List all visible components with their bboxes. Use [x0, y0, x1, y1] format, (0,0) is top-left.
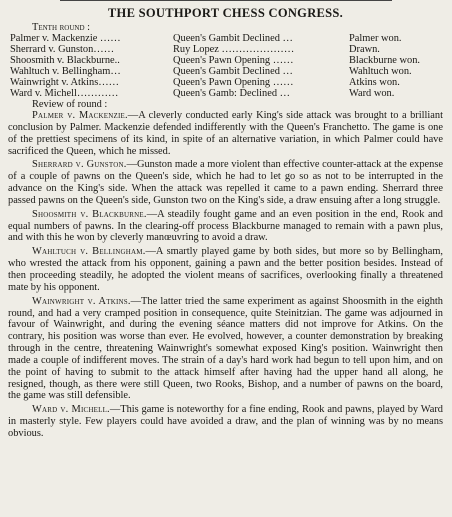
- result-opening: Queen's Gamb: Declined …: [173, 88, 291, 99]
- result-opening: Queen's Gambit Declined …: [173, 66, 293, 77]
- review-heading: Review of round :: [32, 99, 108, 110]
- result-match: Wainwright v. Atkins……: [10, 77, 120, 88]
- result-row: [10, 55, 420, 66]
- result-match: Sherrard v. Gunston……: [10, 44, 115, 55]
- result-row: [10, 66, 420, 77]
- result-row: [10, 77, 420, 88]
- result-opening: Queen's Gambit Declined …: [173, 33, 293, 44]
- result-match: Shoosmith v. Blackburne..: [10, 55, 120, 66]
- review-lead: Shoosmith v. Blackburne.: [32, 208, 147, 220]
- review-paragraph: [8, 404, 443, 440]
- result-opening: Ruy Lopez …………………: [173, 44, 295, 55]
- result-row: [10, 44, 420, 55]
- result-row: [10, 88, 420, 99]
- review-lead: Sherrard v. Gunston.: [32, 159, 127, 171]
- result-match: Ward v. Michell…………: [10, 88, 119, 99]
- review-paragraph: [8, 159, 443, 206]
- result-result: Drawn.: [349, 44, 380, 55]
- review-text: —A smartly played game by both sides, but more so by Bellingham, who wrested the attack from his opponent, gaining a pawn and the better position besides. Instead of then proceeding steadily, he adopted the violent means of sacrifices, overlooking finally a threatened mate by his opponent.: [8, 246, 444, 293]
- review-paragraph: [8, 296, 443, 403]
- review-text: —A steadily fought game and an even position in the end, Rook and equal numbers of pawns. In the clearing-off process Blackburne managed to remain with a pawn plus, and with this he won by cleverly manœuvring to avoid a draw.: [8, 208, 444, 244]
- review-lead: Ward v. Michell.: [32, 404, 110, 416]
- review-paragraph: [8, 209, 443, 245]
- title-rule: [60, 0, 392, 1]
- result-opening: Queen's Pawn Opening ……: [173, 55, 294, 66]
- result-row: [10, 33, 420, 44]
- reviews-section: [8, 110, 443, 440]
- review-lead: Wainwright v. Atkins.: [32, 295, 131, 307]
- review-text: —Gunston made a more violent than effective counter-attack at the expense of a couple of pawns on the Queen's side, which he had to let go so as not to be interrupted in the advance on the King's side. When the attack was repelled it came to a pawn ending. Sherrard three passed pawns on the Queen's side, Gunston two on the King's side, a draw ensuing after a long struggle.: [8, 159, 443, 206]
- review-lead: Wahltuch v. Bellingham.: [32, 246, 146, 258]
- results-table: [10, 33, 420, 99]
- round-heading: Tenth round :: [32, 22, 90, 33]
- review-text: —A cleverly conducted early King's side attack was brought to a brilliant conclusion by Palmer. Mackenzie defended indifferently with the Queen's Franchetto. The game is one of the prettiest specimens of its kind, in spite of an alternative variation, in which Palmer could have sacrificed the Queen, which he missed.: [8, 110, 443, 157]
- result-result: Ward won.: [349, 88, 395, 99]
- result-result: Palmer won.: [349, 33, 402, 44]
- review-paragraph: [8, 246, 443, 293]
- result-opening: Queen's Pawn Opening ……: [173, 77, 294, 88]
- result-result: Wahltuch won.: [349, 66, 412, 77]
- result-result: Atkins won.: [349, 77, 400, 88]
- result-match: Wahltuch v. Bellingham…: [10, 66, 121, 77]
- result-match: Palmer v. Mackenzie ……: [10, 33, 121, 44]
- review-paragraph: [8, 110, 443, 157]
- article-title: THE SOUTHPORT CHESS CONGRESS.: [107, 6, 344, 20]
- review-lead: Palmer v. Mackenzie.: [32, 110, 128, 121]
- review-text: —This game is noteworthy for a fine ending, Rook and pawns, played by Ward in masterly style. Few players could have avoided a draw, and the plan of winning was by no means obvious.: [8, 404, 443, 439]
- review-text: —The latter tried the same experiment as against Shoosmith in the eighth round, and had a very cramped position in consequence, quite Steinitzian. The game was adjourned in favour of Wainwright, and during the evening séance matters did not improve for Atkins. On the contrary, his position was worse than ever. He evolved, however, a counter demonstration by breaking through in the centre, threatening Wainwright's somewhat exposed King's position. Wainwright then made a couple of indifferent moves. The strain of a day's hard work had begun to tell upon him, and on the point of having to submit to the attack himself after having had the upper hand all along, he resigned, though, as there were still Queen, two Rooks, Bishop, and a number of pawns on the board, the game was still defensible.: [8, 295, 443, 402]
- result-result: Blackburne won.: [349, 55, 420, 66]
